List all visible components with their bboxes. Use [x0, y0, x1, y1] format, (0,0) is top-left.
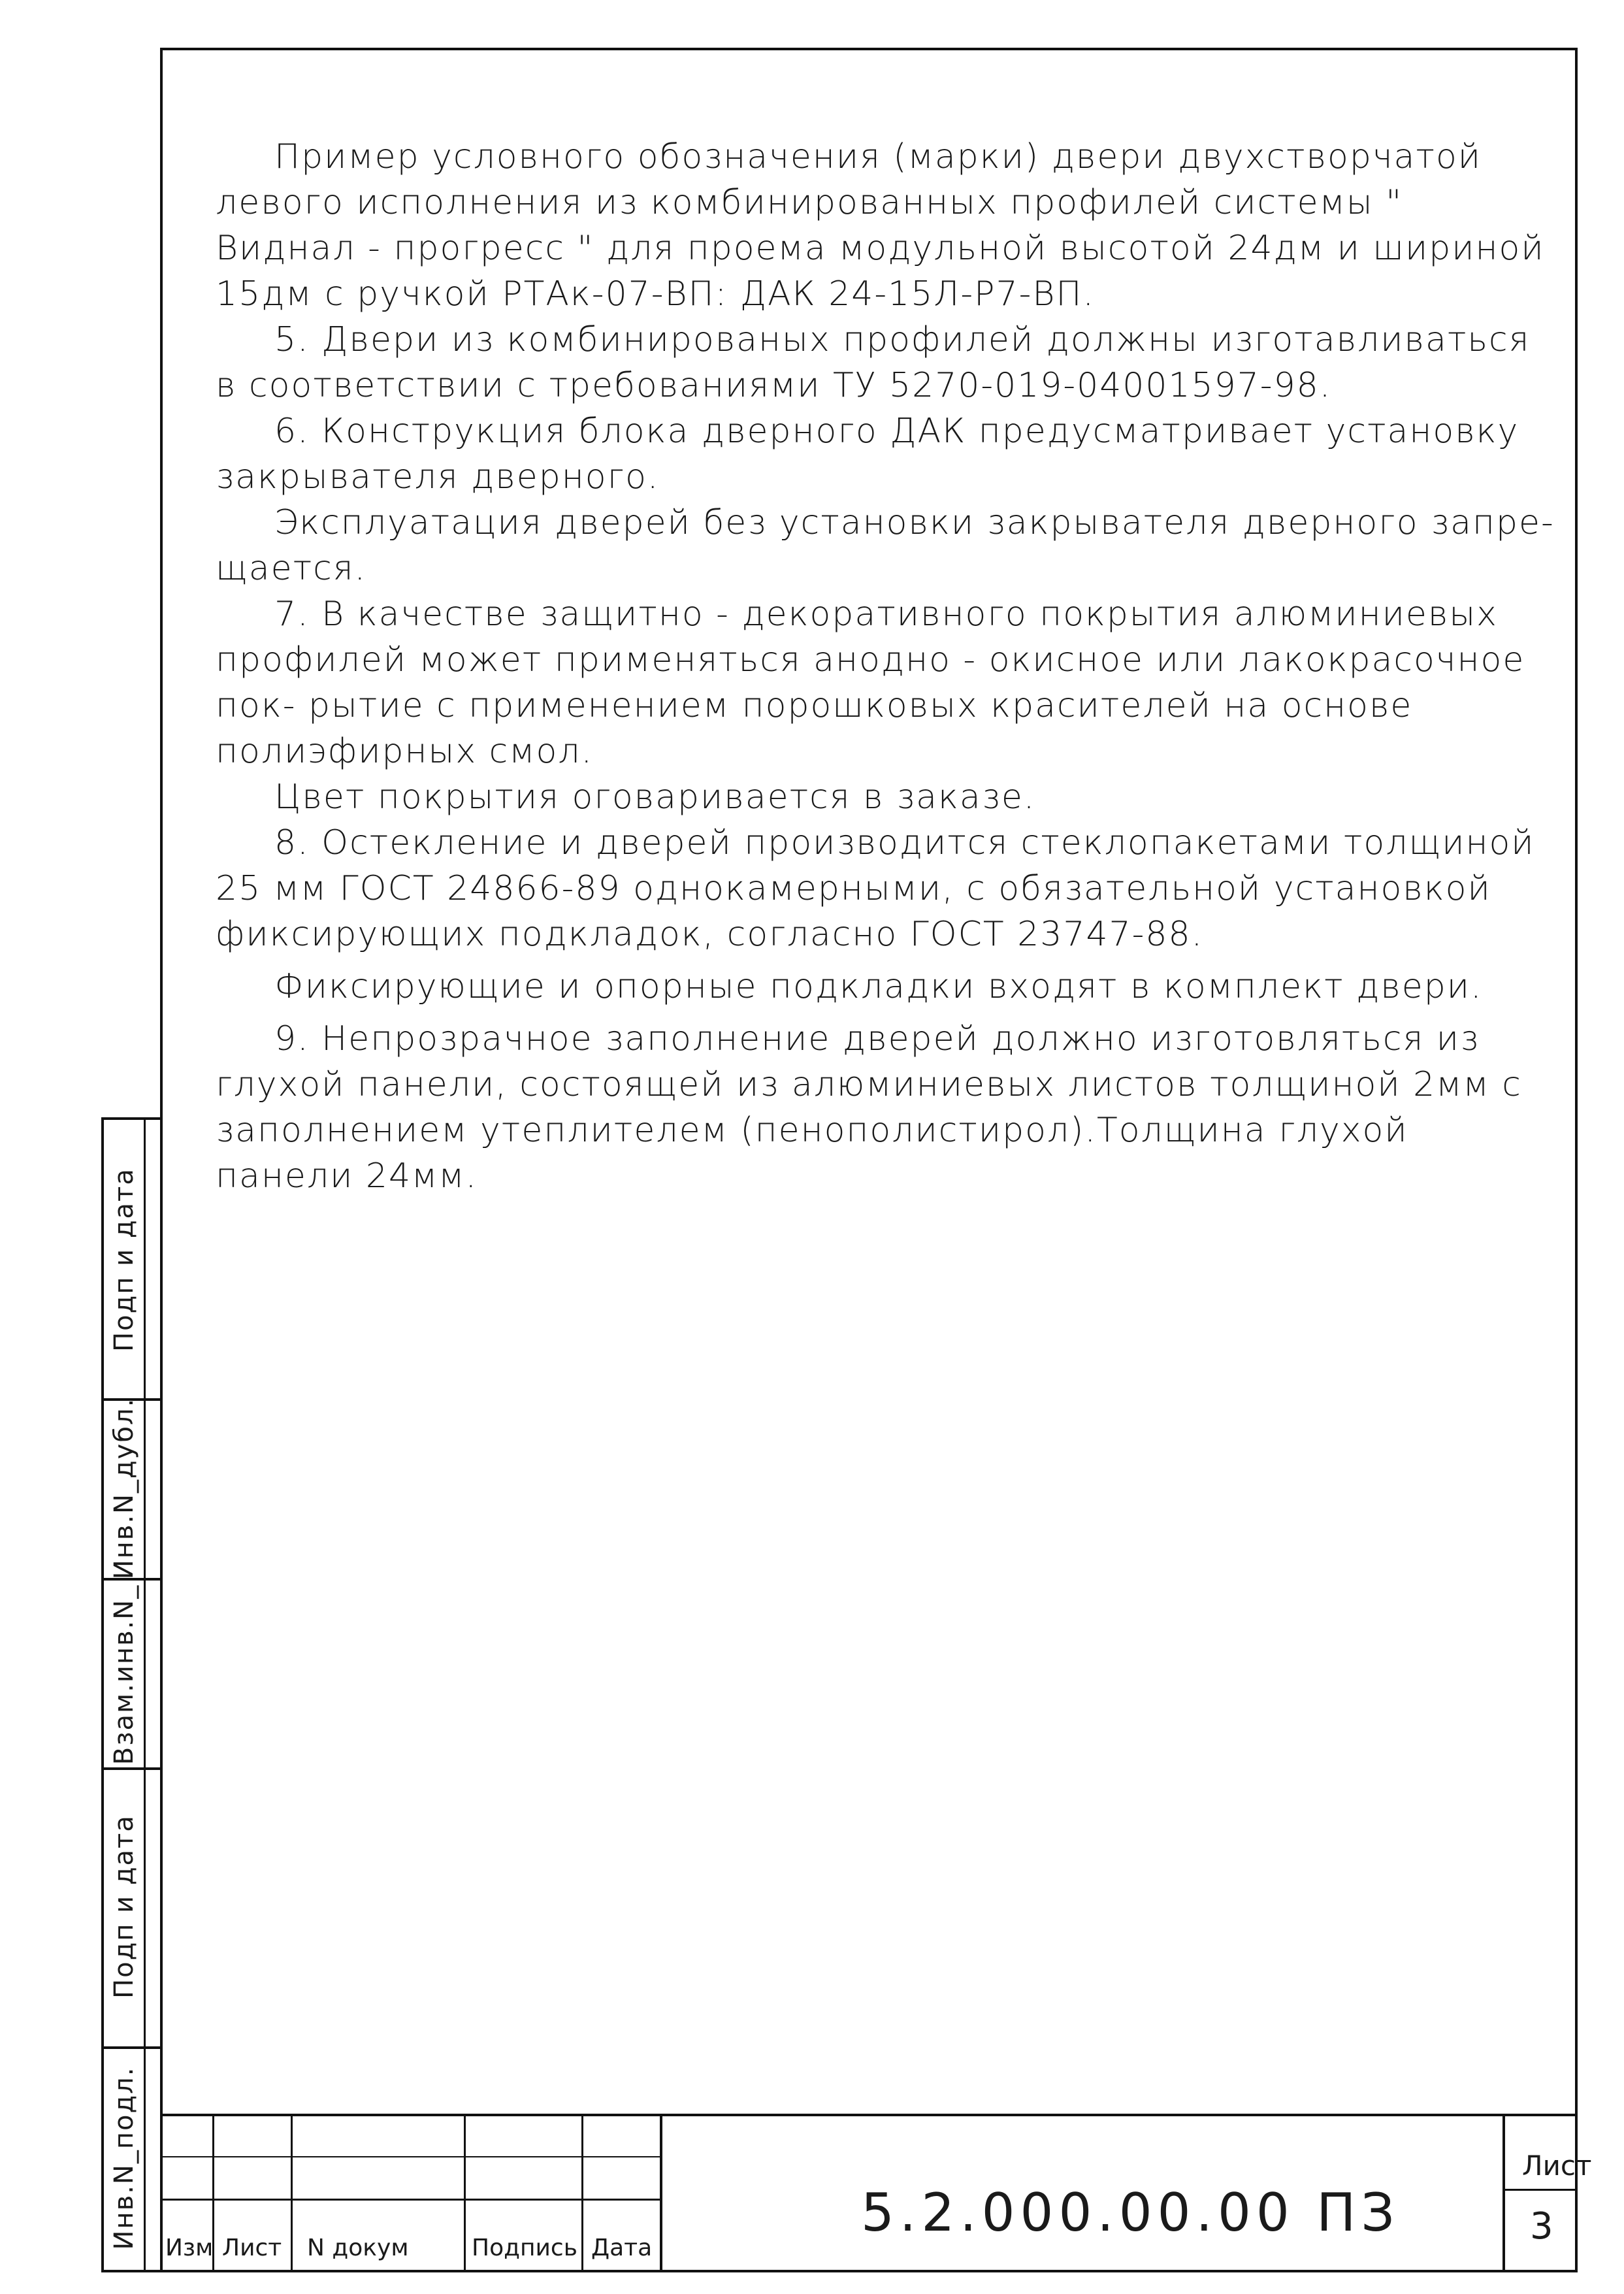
stamp-podp-i-data-top: Подп и дата [109, 1168, 139, 1352]
paragraph-5: 5. Двери из комбинированых профилей должны изготавливаться в соответствии с требованиями ТУ 5270-019-04001597-98. [216, 320, 1531, 405]
paragraph-8-note: Фиксирующие и опорные подкладки входят в комплект двери. [274, 967, 1483, 1006]
document-code: 5.2.000.00.00 ПЗ [861, 2182, 1400, 2243]
col-podpis: Подпись [472, 2235, 577, 2261]
stamp-inv-n-dubl: Инв.N_дубл. [109, 1397, 139, 1580]
document-body [216, 134, 1555, 1199]
paragraph-7: 7. В качестве защитно - декоративного покрытия алюминиевых профилей может применяться анодно - окисное или лакокрасочное пок- рытие с применением порошковых красителей на основе полиэфирных смол. [216, 595, 1525, 771]
sheet-label: Лист [1522, 2150, 1592, 2182]
stamp-podp-i-data: Подп и дата [109, 1814, 139, 1999]
paragraph-6: 6. Конструкция блока дверного ДАК предусматривает установку закрывателя дверного. [216, 412, 1519, 497]
col-list: Лист [222, 2235, 282, 2261]
sheet-number: 3 [1530, 2205, 1553, 2248]
paragraph-9: 9. Непрозрачное заполнение дверей должно изготовляться из глухой панели, состоящей из алюминиевых листов толщиной 2мм с заполнением утеплителем (пенополистирол).Толщина глухой панели 24мм. [216, 1019, 1522, 1196]
paragraph-example: Пример условного обозначения (марки) двери двухстворчатой левого исполнения из комбинированных профилей системы " Виднал - прогресс " для проема модульной высотой 24дм и шириной 15дм с ручкой РТАк-07-ВП: ДАК 24-15Л-Р7-ВП. [216, 137, 1545, 314]
paragraph-8: 8. Остекление и дверей производится стеклопакетами толщиной 25 мм ГОСТ 24866-89 однокамерными, с обязательной установкой фиксирующих подкладок, согласно ГОСТ 23747-88. [216, 823, 1535, 954]
col-data: Дата [591, 2235, 653, 2261]
col-n-dokum: N докум [307, 2235, 409, 2261]
stamp-vzam-inv-n: Взам.инв.N_ [109, 1584, 139, 1765]
paragraph-6-note: Эксплуатация дверей без установки закрывателя дверного запре- щается. [216, 503, 1555, 588]
stamp-inv-n-podl: Инв.N_подл. [109, 2066, 139, 2250]
col-izm: Изм [165, 2235, 214, 2261]
paragraph-7-note: Цвет покрытия оговаривается в заказе. [274, 778, 1036, 817]
